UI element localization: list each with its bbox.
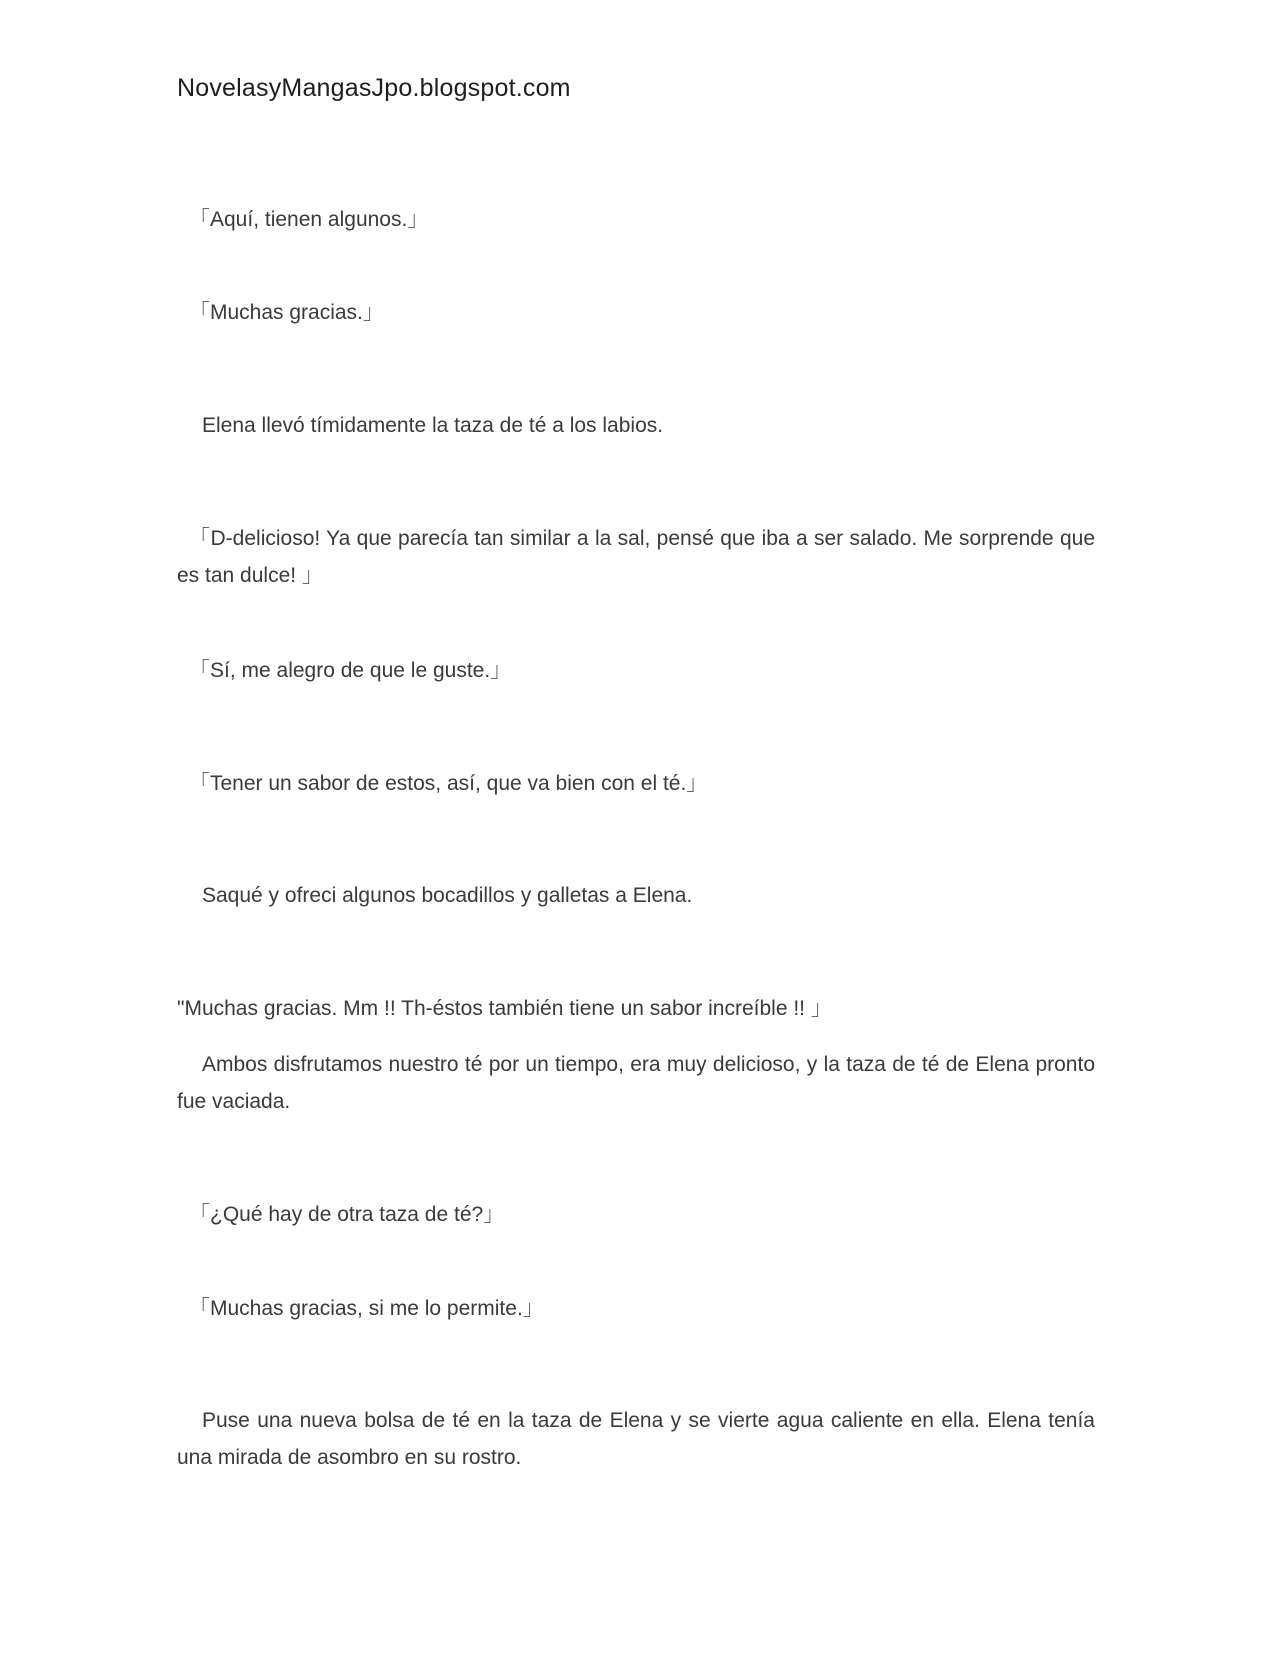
paragraph-5: 「Sí, me alegro de que le guste.」 — [189, 659, 512, 682]
site-header: NovelasyMangasJpo.blogspot.com — [177, 74, 571, 102]
paragraph-11: 「Muchas gracias, si me lo permite.」 — [189, 1297, 544, 1320]
paragraph-1: 「Aquí, tienen algunos.」 — [189, 208, 429, 231]
paragraph-12: Puse una nueva bolsa de té en la taza de Elena y se vierte agua caliente en ella. Elena tenía una mirada de asombro en su rostro. — [177, 1409, 1095, 1469]
paragraph-6: 「Tener un sabor de estos, así, que va bien con el té.」 — [189, 772, 708, 795]
paragraph-10: 「¿Qué hay de otra taza de té?」 — [189, 1203, 505, 1226]
paragraph-7: Saqué y ofreci algunos bocadillos y galletas a Elena. — [202, 884, 693, 907]
paragraph-3: Elena llevó tímidamente la taza de té a los labios. — [202, 414, 664, 437]
paragraph-9: Ambos disfrutamos nuestro té por un tiempo, era muy delicioso, y la taza de té de Elena pronto fue vaciada. — [177, 1053, 1095, 1113]
paragraph-2: 「Muchas gracias.」 — [189, 301, 384, 324]
paragraph-4: 「D-delicioso! Ya que parecía tan similar a la sal, pensé que iba a ser salado. Me sorprende que es tan dulce! 」 — [177, 527, 1095, 587]
paragraph-8: "Muchas gracias. Mm !! Th-éstos también tiene un sabor increíble !! 」 — [177, 997, 832, 1020]
